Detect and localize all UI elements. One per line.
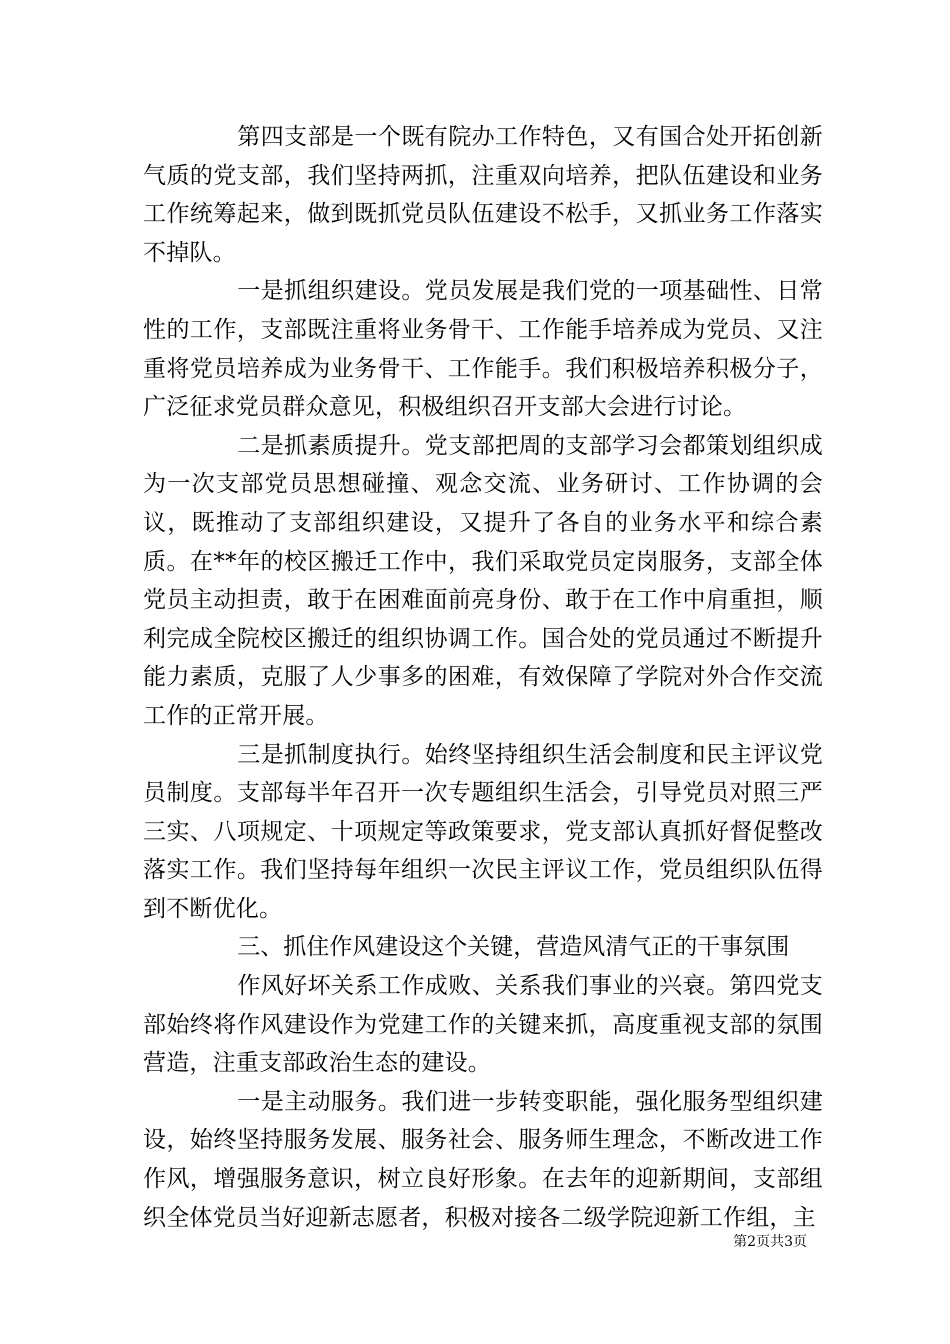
paragraph-organization: 一是抓组织建设。党员发展是我们党的一项基础性、日常性的工作，支部既注重将业务骨干、工作能手培养成为党员、又注重将党员培养成为业务骨干、工作能手。我们积极培养积极分子，广泛征求党员群众意见，积极组织召开支部大会进行讨论。 xyxy=(143,278,823,421)
page-number: 第2页共3页 xyxy=(733,1234,807,1250)
paragraph-quality: 二是抓素质提升。党支部把周的支部学习会都策划组织成为一次支部党员思想碰撞、观念交流、业务研讨、工作协调的会议，既推动了支部组织建设，又提升了各自的业务水平和综合素质。在**年的校区搬迁工作中，我们采取党员定岗服务，支部全体党员主动担责，敢于在困难面前亮身份、敢于在工作中肩重担，顺利完成全院校区搬迁的组织协调工作。国合处的党员通过不断提升能力素质，克服了人少事多的困难，有效保障了学院对外合作交流工作的正常开展。 xyxy=(143,432,823,729)
document-body xyxy=(143,118,823,1237)
paragraph-style: 作风好坏关系工作成败、关系我们事业的兴衰。第四党支部始终将作风建设作为党建工作的关键来抓，高度重视支部的氛围营造，注重支部政治生态的建设。 xyxy=(143,973,823,1077)
paragraph-intro: 第四支部是一个既有院办工作特色，又有国合处开拓创新气质的党支部，我们坚持两抓，注重双向培养，把队伍建设和业务工作统筹起来，做到既抓党员队伍建设不松手，又抓业务工作落实不掉队。 xyxy=(143,124,823,266)
section-heading: 三、抓住作风建设这个关键，营造风清气正的干事氛围 xyxy=(237,934,790,961)
paragraph-system: 三是抓制度执行。始终坚持组织生活会制度和民主评议党员制度。支部每半年召开一次专题组织生活会，引导党员对照三严三实、八项规定、十项规定等政策要求，党支部认真抓好督促整改落实工作。我们坚持每年组织一次民主评议工作，党员组织队伍得到不断优化。 xyxy=(143,741,823,922)
paragraph-service: 一是主动服务。我们进一步转变职能，强化服务型组织建设，始终坚持服务发展、服务社会、服务师生理念，不断改进工作作风，增强服务意识，树立良好形象。在去年的迎新期间，支部组织全体党员当好迎新志愿者，积极对接各二级学院迎新工作组，主 xyxy=(143,1088,823,1231)
